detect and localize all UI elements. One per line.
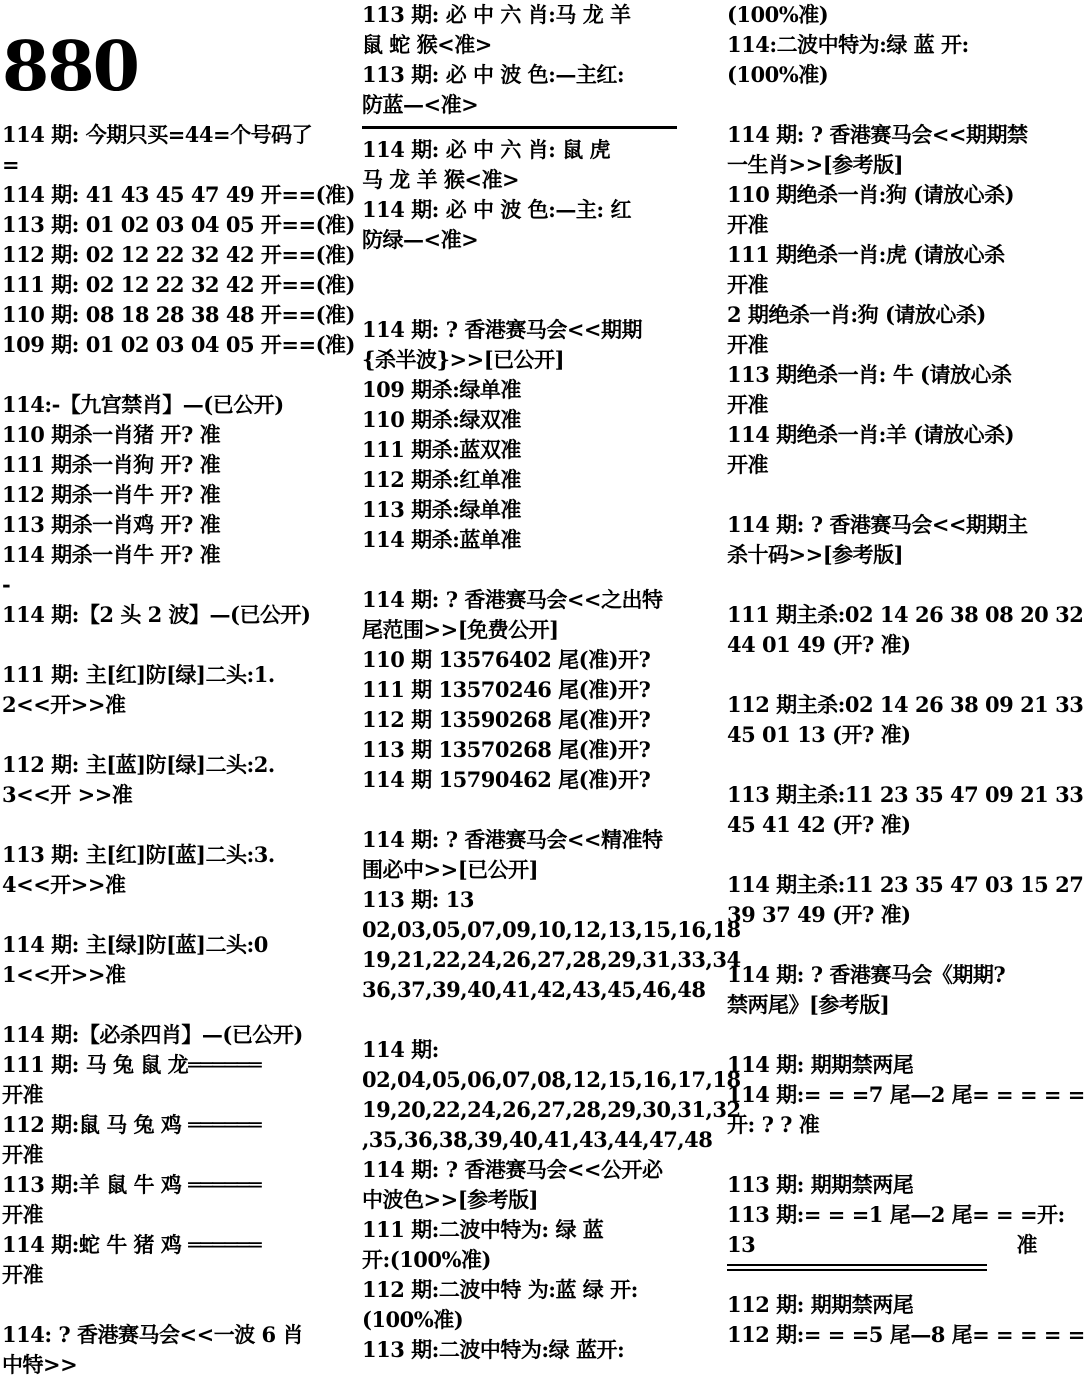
column-middle [362,0,741,1365]
text-line: 113 期杀:绿单准 [362,497,521,522]
text-line: 开准 [727,452,768,477]
text-line: 114 期: ? 香港赛马会《期期? [727,962,1006,987]
section-divider [362,126,677,129]
text-line: 113 期 13570268 尾(准)开? [362,737,651,762]
text-line: 110 期杀:绿双准 [362,407,521,432]
text-line: 114 期:= = =7 尾—2 尾= = = = = [727,1082,1085,1107]
text-line: 开: ? ? 准 [727,1112,820,1137]
spacer [362,285,692,315]
text-line: 109 期杀:绿单准 [362,377,521,402]
text-line: (100%准) [727,62,829,87]
spacer [362,255,692,285]
text-line: 111 期杀一肖狗 开? 准 [2,452,221,477]
text-line: 112 期 13590268 尾(准)开? [362,707,651,732]
spacer [2,360,337,390]
text-line: 开准 [2,1262,43,1287]
text-line: 114: ? 香港赛马会<<一波 6 肖 [2,1322,303,1347]
text-line: 防蓝—<准> [362,92,479,117]
text-line: 114 期杀一肖牛 开? 准 [2,542,221,567]
text-line: 44 01 49 (开? 准) [727,632,911,657]
text-line: 防绿—<准> [362,227,479,252]
text-line: - [2,572,11,597]
spacer [2,1290,337,1320]
text-line: 112 期: 主[蓝]防[绿]二头:2. [2,752,275,777]
spacer [727,840,1037,870]
text-line: = [2,152,20,177]
text-line: 尾范围>>[免费公开] [362,617,559,642]
text-line: 02,04,05,06,07,08,12,15,16,17,18 [362,1067,741,1092]
text-line: 114 期:【必杀四肖】—(已公开) [2,1022,303,1047]
text-line: 114 期: 41 43 45 47 49 开==(准) [2,182,355,207]
text-line [727,1230,1037,1260]
text-line: (100%准) [362,1307,464,1332]
spacer [727,1275,1037,1290]
text-line: 开准 [2,1082,43,1107]
spacer [727,570,1037,600]
text-line: 111 期: 马 兔 鼠 龙══════ [2,1052,262,1077]
text-line: 4<<开>>准 [2,872,126,897]
spacer [727,1140,1037,1170]
text-fragment: 准 [1016,1232,1037,1257]
spacer [362,1005,692,1035]
text-line: 围必中>>[已公开] [362,857,539,882]
spacer [727,930,1037,960]
text-line: 02,03,05,07,09,10,12,13,15,16,18 [362,917,741,942]
column-right-end-lines [727,1290,1085,1350]
text-line: 1<<开>>准 [2,962,126,987]
text-line: 113 期: 期期禁两尾 [727,1172,914,1197]
text-line: 3<<开 >>准 [2,782,133,807]
text-line: 马 龙 羊 猴<准> [362,167,520,192]
text-line: 114 期: ? 香港赛马会<<公开必 [362,1157,663,1182]
text-line: 114 期: 今期只买=44=个号码了 [2,122,313,147]
text-line: 114 期:【2 头 2 波】—(已公开) [2,602,311,627]
text-fragment: 13 [727,1232,756,1257]
text-line: 开准 [727,332,768,357]
text-line: 112 期杀:红单准 [362,467,521,492]
text-line: 114 期: 必 中 波 色:—主: 红 [362,197,631,222]
text-line: 111 期绝杀一肖:虎 (请放心杀 [727,242,1005,267]
double-divider [727,1264,987,1271]
text-line: 开准 [2,1142,43,1167]
spacer [727,750,1037,780]
text-line: 113 期: 必 中 六 肖:马 龙 羊 [362,2,631,27]
column-middle-lines [362,135,741,1365]
text-line: 113 期: 01 02 03 04 05 开==(准) [2,212,355,237]
text-line: 111 期杀:蓝双准 [362,437,521,462]
text-line: 112 期:鼠 马 兔 鸡 ══════ [2,1112,262,1137]
column-right-lines [727,0,1085,1230]
spacer [727,1020,1037,1050]
text-line: 110 期绝杀一肖:狗 (请放心杀) [727,182,1015,207]
text-line: 19,20,22,24,26,27,28,29,30,31,32 [362,1097,741,1122]
text-line: 19,21,22,24,26,27,28,29,31,33,34 [362,947,741,972]
text-line: 中波色>>[参考版] [362,1187,539,1212]
text-line: 113 期:= = =1 尾—2 尾= = =开: [727,1202,1065,1227]
text-line: 开准 [727,272,768,297]
text-line: 开准 [727,212,768,237]
text-line: 109 期: 01 02 03 04 05 开==(准) [2,332,355,357]
text-line: 113 期: 主[红]防[蓝]二头:3. [2,842,275,867]
text-line: 111 期: 02 12 22 32 42 开==(准) [2,272,355,297]
column-left-lines [2,120,355,1380]
text-line: 112 期主杀:02 14 26 38 09 21 33 [727,692,1084,717]
text-line: 112 期: 期期禁两尾 [727,1292,914,1317]
text-line: 杀十码>>[参考版] [727,542,904,567]
text-line: 114 期绝杀一肖:羊 (请放心杀) [727,422,1015,447]
text-line: 114 期: ? 香港赛马会<<期期禁 [727,122,1028,147]
text-line: 112 期杀一肖牛 开? 准 [2,482,221,507]
text-line: 110 期: 08 18 28 38 48 开==(准) [2,302,355,327]
spacer [727,480,1037,510]
text-line: 一生肖>>[参考版] [727,152,904,177]
text-line: 110 期 13576402 尾(准)开? [362,647,651,672]
text-line: 113 期:羊 鼠 牛 鸡 ══════ [2,1172,262,1197]
spacer [727,90,1037,120]
text-line: 113 期:二波中特为:绿 蓝开: [362,1337,625,1362]
column-middle-top-lines [362,0,692,120]
text-line: 开准 [2,1202,43,1227]
text-line: 114:二波中特为:绿 蓝 开: [727,32,969,57]
spacer [2,720,337,750]
text-line: 113 期杀一肖鸡 开? 准 [2,512,221,537]
text-line: 114 期: ? 香港赛马会<<期期主 [727,512,1028,537]
spacer [2,810,337,840]
text-line: 111 期:二波中特为: 绿 蓝 [362,1217,604,1242]
text-line: 2 期绝杀一肖:狗 (请放心杀) [727,302,986,327]
column-right [727,0,1085,1350]
text-line: 鼠 蛇 猴<准> [362,32,492,57]
text-line: 111 期: 主[红]防[绿]二头:1. [2,662,275,687]
text-line: 36,37,39,40,41,42,43,45,46,48 [362,977,706,1002]
spacer [727,660,1037,690]
text-line: 112 期: 02 12 22 32 42 开==(准) [2,242,355,267]
text-line: 113 期: 必 中 波 色:—主红: [362,62,625,87]
text-line: 45 01 13 (开? 准) [727,722,911,747]
text-line: 39 37 49 (开? 准) [727,902,911,927]
text-line: 113 期主杀:11 23 35 47 09 21 33 [727,782,1084,807]
column-left [2,0,355,1380]
text-line: (100%准) [727,2,829,27]
text-line: 114 期: 主[绿]防[蓝]二头:0 [2,932,268,957]
text-line: 开:(100%准) [362,1247,491,1272]
text-line: 114 期: ? 香港赛马会<<之出特 [362,587,663,612]
text-line: 112 期:= = =5 尾—8 尾= = = = = [727,1322,1085,1347]
text-line: 113 期绝杀一肖: 牛 (请放心杀 [727,362,1012,387]
spacer [362,555,692,585]
text-line: 2<<开>>准 [2,692,126,717]
text-line: 114 期: [362,1037,439,1062]
text-line: 114 期: ? 香港赛马会<<精准特 [362,827,663,852]
spacer [362,795,692,825]
text-line: 中特>> [2,1352,78,1377]
text-line: 111 期 13570246 尾(准)开? [362,677,651,702]
text-line: 114 期 15790462 尾(准)开? [362,767,651,792]
page-title: 880 [2,27,138,107]
text-line: 114 期: 必 中 六 肖: 鼠 虎 [362,137,611,162]
text-line: ,35,36,38,39,40,41,43,44,47,48 [362,1127,713,1152]
text-line: 114 期: 期期禁两尾 [727,1052,914,1077]
text-line: 112 期:二波中特 为:蓝 绿 开: [362,1277,638,1302]
text-line: 114 期主杀:11 23 35 47 03 15 27 [727,872,1084,897]
text-line: 114 期:蛇 牛 猪 鸡 ══════ [2,1232,262,1257]
text-line: {杀半波}>>[已公开] [362,347,565,372]
text-line: 110 期杀一肖猪 开? 准 [2,422,221,447]
text-line: 114 期: ? 香港赛马会<<期期 [362,317,643,342]
spacer [2,630,337,660]
text-line: 开准 [727,392,768,417]
text-line: 111 期主杀:02 14 26 38 08 20 32 [727,602,1084,627]
text-line: 113 期: 13 [362,887,474,912]
text-line: 114 期杀:蓝单准 [362,527,521,552]
text-line: 禁两尾》[参考版] [727,992,890,1017]
spacer [2,900,337,930]
text-line: 114:-【九宫禁肖】—(已公开) [2,392,284,417]
spacer [2,990,337,1020]
text-line: 45 41 42 (开? 准) [727,812,911,837]
